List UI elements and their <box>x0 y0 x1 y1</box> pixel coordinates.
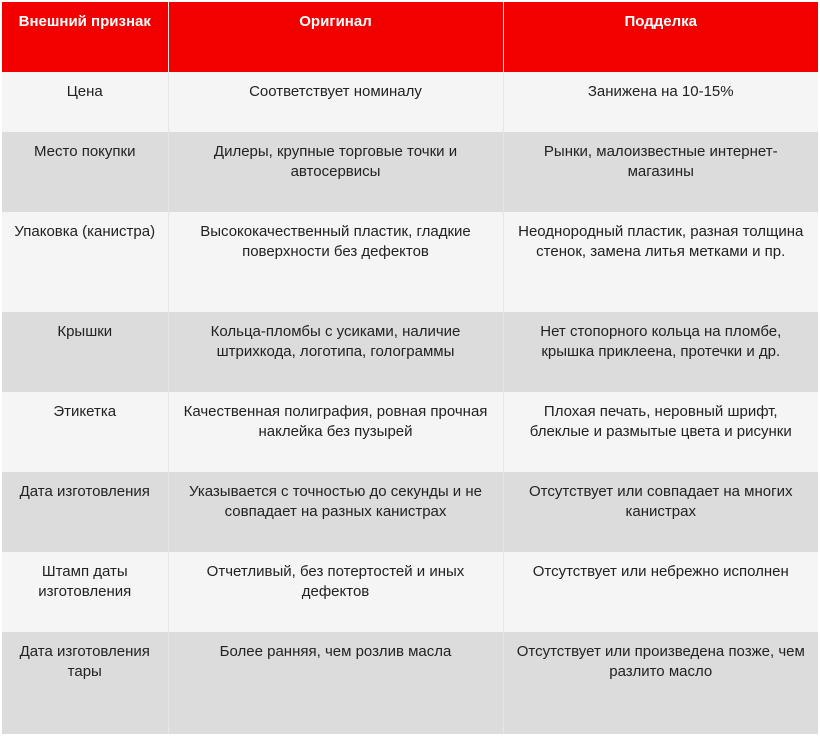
feature-cell: Этикетка <box>2 392 168 472</box>
original-cell: Дилеры, крупные торговые точки и автосервисы <box>168 132 503 212</box>
fake-cell: Рынки, малоизвестные интернет-магазины <box>503 132 818 212</box>
fake-cell: Неоднородный пластик, разная толщина стенок, замена литья метками и пр. <box>503 212 818 312</box>
table-row <box>2 312 818 392</box>
table-row <box>2 552 818 632</box>
table-row <box>2 132 818 212</box>
fake-cell: Отсутствует или совпадает на многих канистрах <box>503 472 818 552</box>
original-cell: Отчетливый, без потертостей и иных дефектов <box>168 552 503 632</box>
original-cell: Соответствует номиналу <box>168 72 503 132</box>
table-row <box>2 632 818 734</box>
fake-cell: Отсутствует или произведена позже, чем разлито масло <box>503 632 818 734</box>
fake-cell: Нет стопорного кольца на пломбе, крышка приклеена, протечки и др. <box>503 312 818 392</box>
feature-cell: Дата изготовления <box>2 472 168 552</box>
header-feature: Внешний признак <box>2 2 168 72</box>
feature-cell: Цена <box>2 72 168 132</box>
original-cell: Указывается с точностью до секунды и не совпадает на разных канистрах <box>168 472 503 552</box>
comparison-table <box>2 2 818 734</box>
original-cell: Качественная полиграфия, ровная прочная наклейка без пузырей <box>168 392 503 472</box>
original-cell: Более ранняя, чем розлив масла <box>168 632 503 734</box>
feature-cell: Место покупки <box>2 132 168 212</box>
fake-cell: Отсутствует или небрежно исполнен <box>503 552 818 632</box>
feature-cell: Штамп даты изготовления <box>2 552 168 632</box>
fake-cell: Плохая печать, неровный шрифт, блеклые и размытые цвета и рисунки <box>503 392 818 472</box>
fake-cell: Занижена на 10-15% <box>503 72 818 132</box>
table-row <box>2 72 818 132</box>
header-fake: Подделка <box>503 2 818 72</box>
feature-cell: Крышки <box>2 312 168 392</box>
feature-cell: Дата изготовления тары <box>2 632 168 734</box>
table-row <box>2 392 818 472</box>
table-row <box>2 472 818 552</box>
feature-cell: Упаковка (канистра) <box>2 212 168 312</box>
original-cell: Высококачественный пластик, гладкие поверхности без дефектов <box>168 212 503 312</box>
table-header-row <box>2 2 818 72</box>
table-row <box>2 212 818 312</box>
original-cell: Кольца-пломбы с усиками, наличие штрихкода, логотипа, голограммы <box>168 312 503 392</box>
header-original: Оригинал <box>168 2 503 72</box>
